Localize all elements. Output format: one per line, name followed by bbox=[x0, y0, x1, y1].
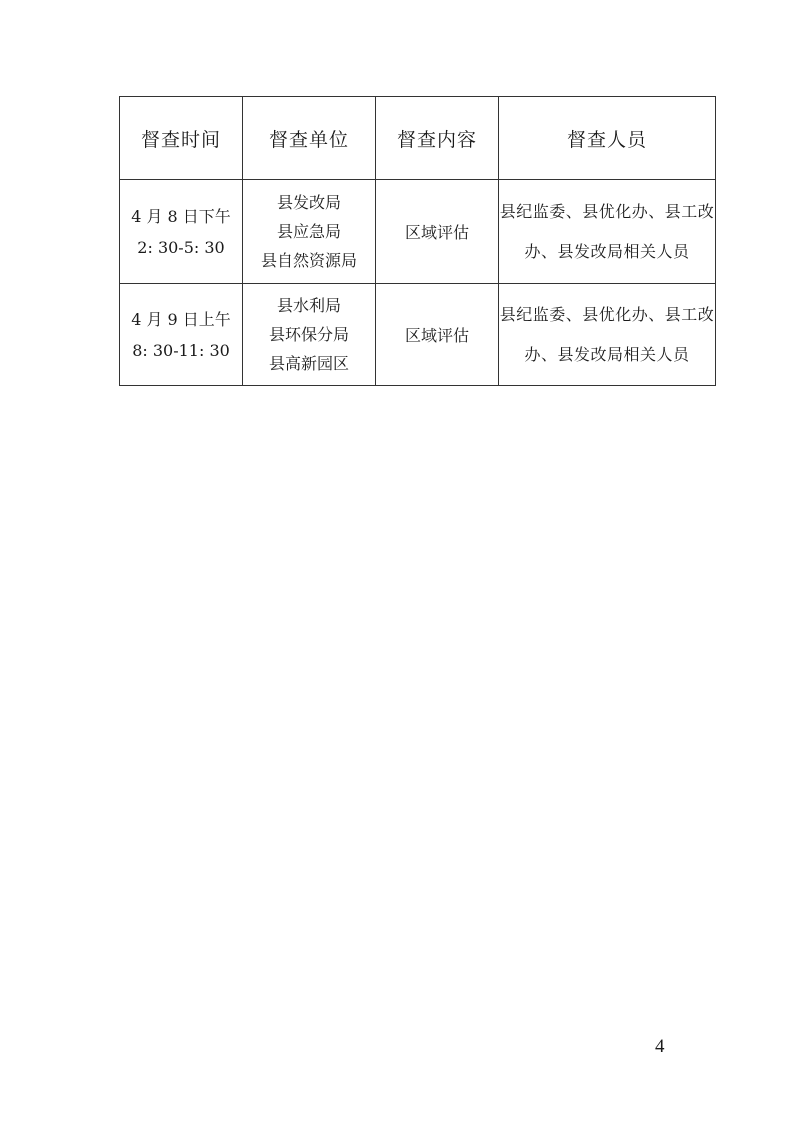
unit-name: 县发改局 bbox=[276, 193, 341, 212]
header-inspection-personnel: 督查人员 bbox=[499, 97, 716, 180]
personnel-cell bbox=[499, 284, 716, 386]
time-range: 8: 30-11: 30 bbox=[132, 340, 230, 360]
time-date: 4 月 8 日下午 bbox=[131, 206, 231, 226]
table-header-row bbox=[120, 97, 716, 180]
unit-name: 县环保分局 bbox=[268, 325, 349, 344]
personnel-text: 县纪监委、县优化办、县工改办、县发改局相关人员 bbox=[499, 201, 715, 261]
table-row bbox=[120, 284, 716, 386]
unit-name: 县高新园区 bbox=[268, 354, 349, 373]
unit-name: 县自然资源局 bbox=[260, 251, 357, 270]
unit-name: 县应急局 bbox=[276, 222, 341, 241]
time-cell bbox=[120, 180, 243, 284]
content-cell: 区域评估 bbox=[376, 284, 499, 386]
units-cell bbox=[243, 284, 376, 386]
time-cell bbox=[120, 284, 243, 386]
content-cell: 区域评估 bbox=[376, 180, 499, 284]
page-number: 4 bbox=[655, 1036, 665, 1057]
inspection-schedule-table bbox=[119, 96, 716, 386]
time-date: 4 月 9 日上午 bbox=[131, 309, 231, 329]
header-inspection-unit: 督查单位 bbox=[243, 97, 376, 180]
header-inspection-time: 督查时间 bbox=[120, 97, 243, 180]
header-inspection-content: 督查内容 bbox=[376, 97, 499, 180]
unit-name: 县水利局 bbox=[276, 296, 341, 315]
table-row bbox=[120, 180, 716, 284]
units-cell bbox=[243, 180, 376, 284]
personnel-cell bbox=[499, 180, 716, 284]
personnel-text: 县纪监委、县优化办、县工改办、县发改局相关人员 bbox=[499, 304, 715, 364]
time-range: 2: 30-5: 30 bbox=[137, 237, 225, 257]
